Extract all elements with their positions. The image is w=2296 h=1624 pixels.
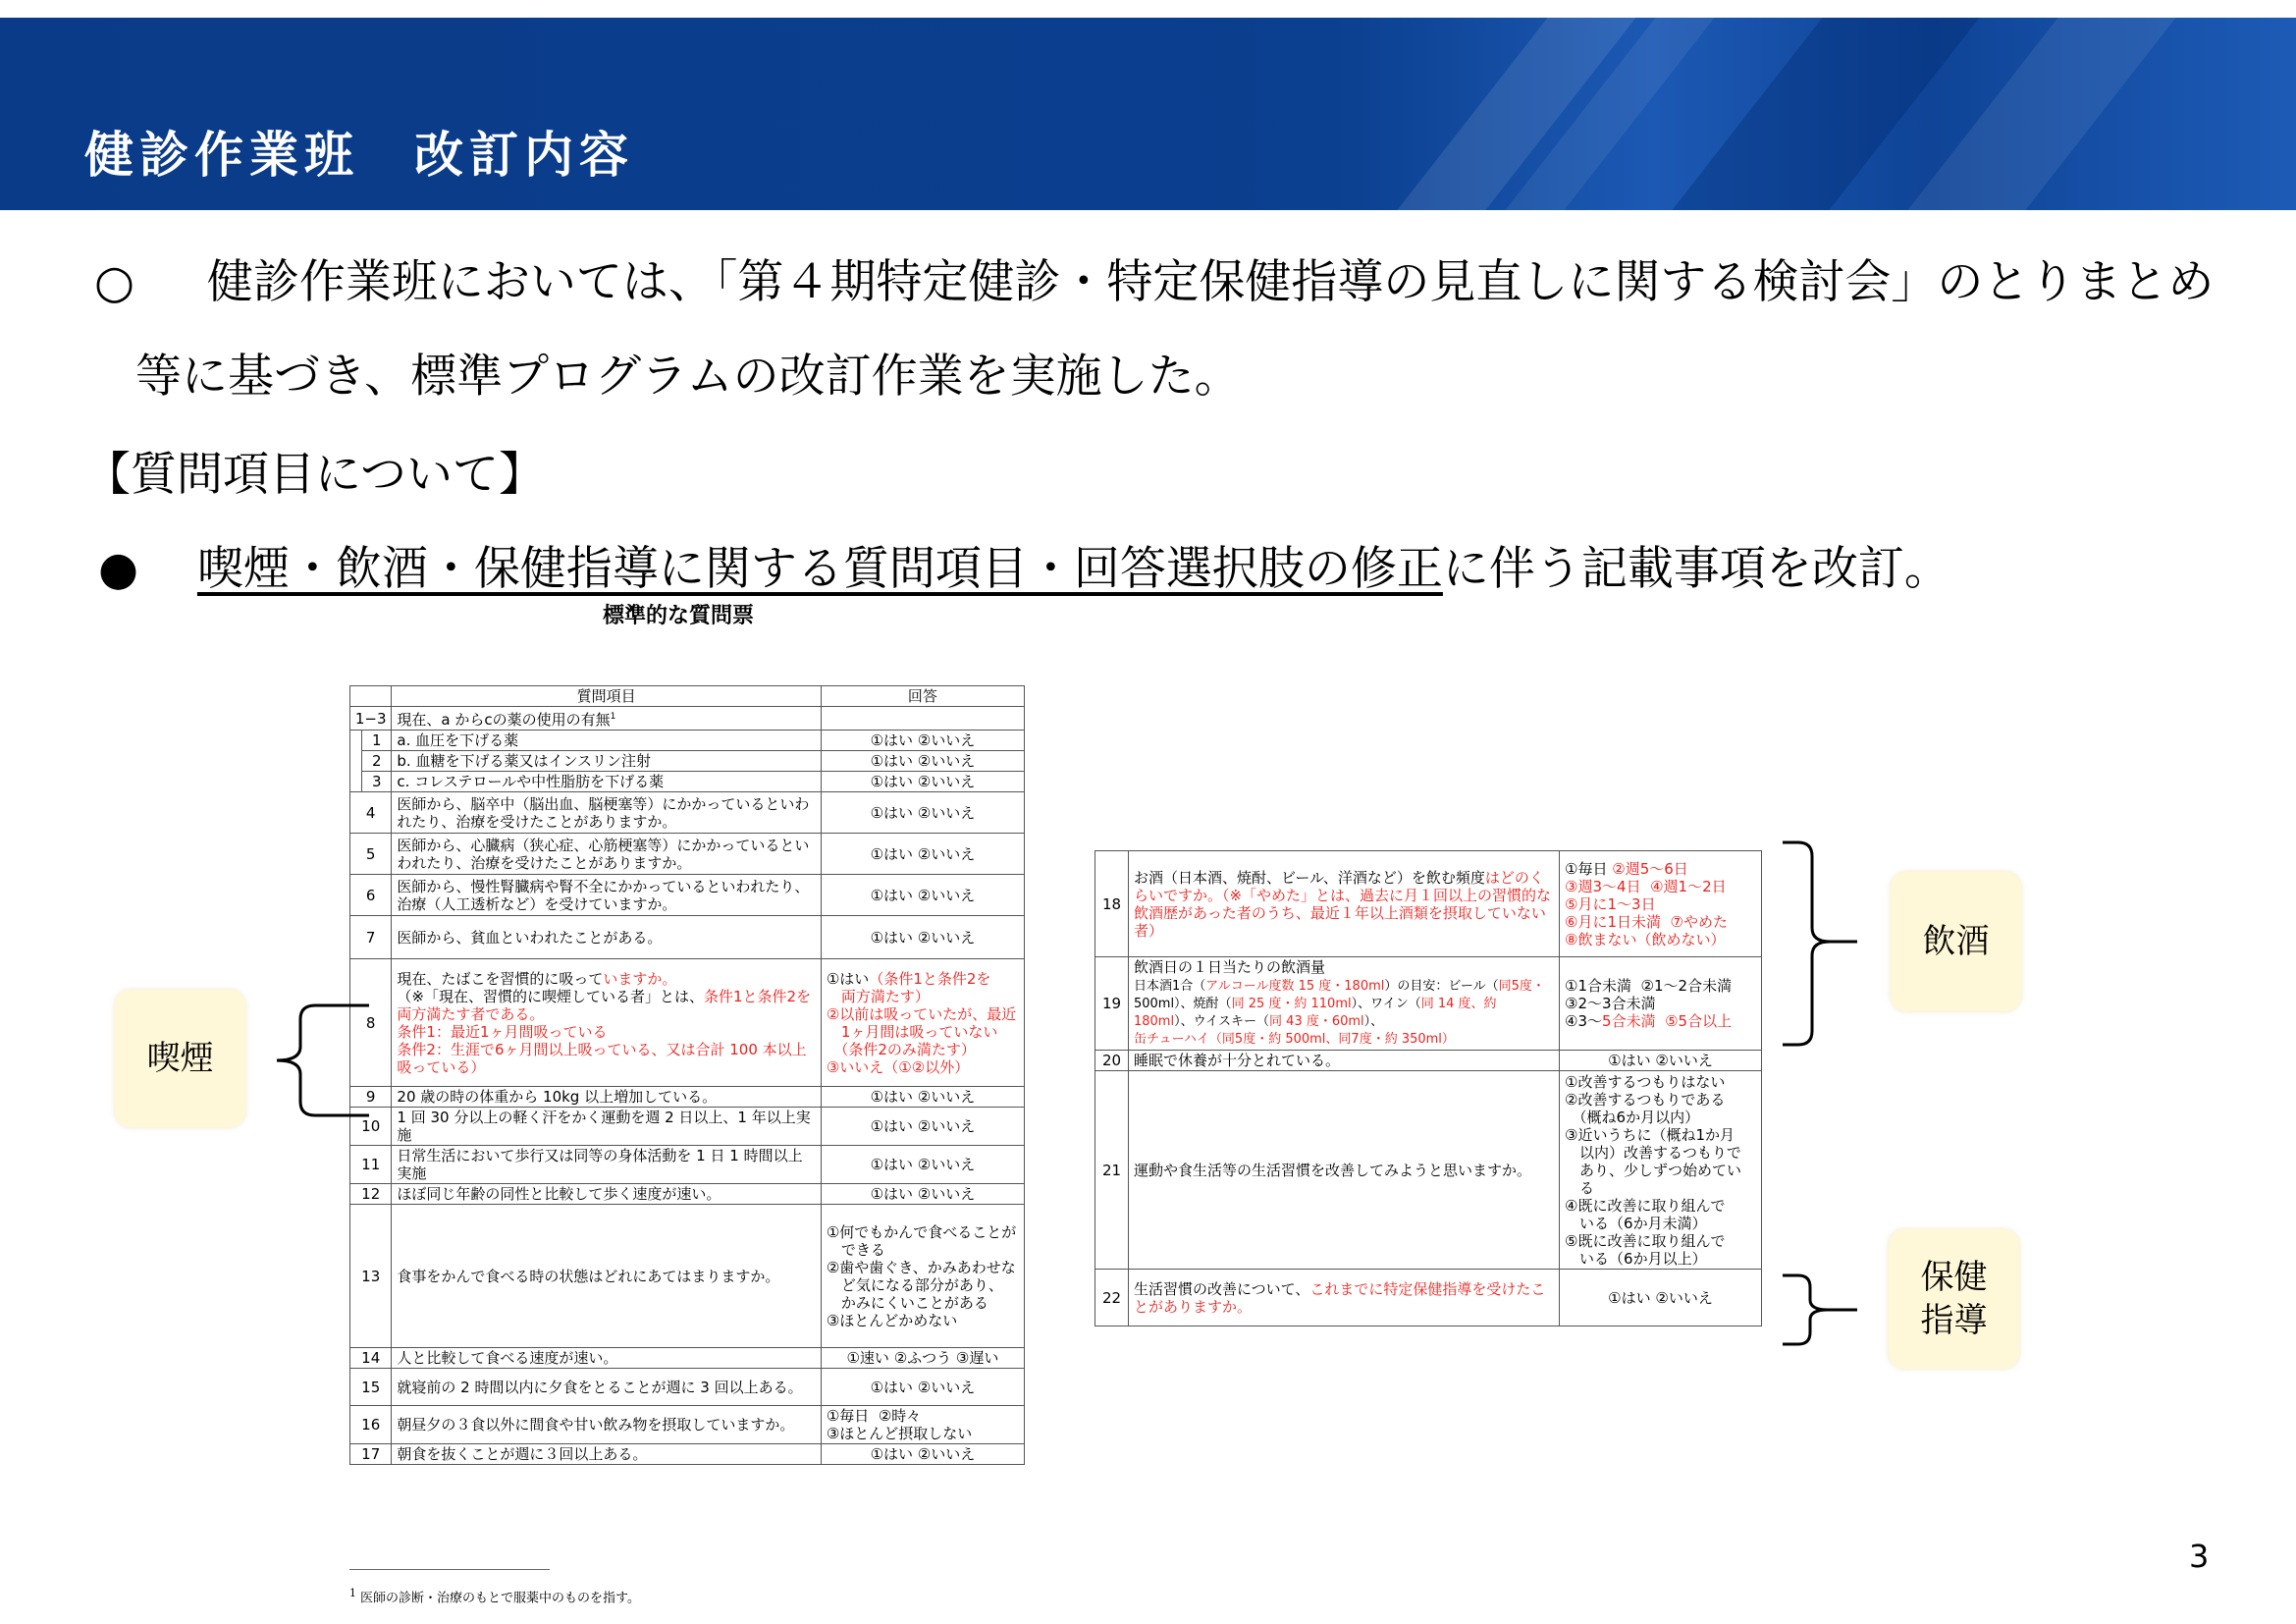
revision-underlined: 喫煙・飲酒・保健指導に関する質問項目・回答選択肢の修正 — [196, 542, 1443, 596]
questionnaire-table-left — [349, 685, 1025, 1465]
right-brace-guidance-icon — [1779, 1272, 1861, 1347]
col-header-item: 質問項目 — [392, 686, 821, 707]
table-row: 7 医師から、貧血といわれたことがある。 ①はい ②いいえ — [350, 916, 1025, 959]
revision-rest: に伴う記載事項を改訂。 — [1442, 542, 1950, 596]
table-header-row — [350, 686, 1025, 707]
table-row: 13 食事をかんで食べる時の状態はどれにあてはまりますか。 ①何でもかんで食べることが できる ②歯や歯ぐき、かみあわせな ど気になる部分があり、 かみにくいことがある ③ほとんどかめない — [350, 1205, 1025, 1348]
table-row: 9 20 歳の時の体重から 10kg 以上増加している。 ①はい ②いいえ — [350, 1087, 1025, 1108]
table-row: 4 医師から、脳卒中（脳出血、脳梗塞等）にかかっているといわれたり、治療を受けたことがありますか。 ①はい ②いいえ — [350, 792, 1025, 834]
table-row: 6 医師から、慢性腎臓病や腎不全にかかっているといわれたり、治療（人工透析など）を受けていますか。 ①はい ②いいえ — [350, 875, 1025, 916]
table-row: 17 朝食を抜くことが週に３回以上ある。 ①はい ②いいえ — [350, 1444, 1025, 1465]
table-row: 2 b. 血糖を下げる薬又はインスリン注射 ①はい ②いいえ — [350, 751, 1025, 772]
table-row: 16 朝昼夕の３食以外に間食や甘い飲み物を摂取していますか。 ①毎日 ②時々 ③ほとんど摂取しない — [350, 1406, 1025, 1444]
table-row: 1−3 現在、a からcの薬の使用の有無$^1$ — [350, 707, 1025, 731]
page-number: 3 — [2189, 1538, 2210, 1575]
table-row-drinking-frequency: 18 お酒（日本酒、焼酎、ビール、洋酒など）を飲む頻度はどのくらいですか。（※「やめた」とは、過去に月１回以上の習慣的な飲酒歴があった者のうち、最近１年以上酒類を摂取していない者） ①毎日 ②週5〜6日 ③週3〜4日 ④週1〜2日 ⑤月に1〜3日 ⑥月に1日未満 ⑦やめた ⑧飲まない（飲めない） — [1095, 851, 1762, 957]
page-title: 健診作業班 改訂内容 — [84, 127, 634, 184]
footnote: $^1$ 医師の診断・治療のもとで服薬中のものを指す。 — [349, 1587, 640, 1606]
table-row: 10 1 回 30 分以上の軽く汗をかく運動を週 2 日以上、1 年以上実施 ①はい ②いいえ — [350, 1108, 1025, 1146]
label-smoking: 喫煙 — [115, 990, 245, 1127]
circle-bullet: ○ — [94, 255, 135, 309]
revision-bullet — [98, 532, 1950, 598]
questionnaire-title: 標準的な質問票 — [603, 604, 755, 628]
intro-line-1 — [94, 245, 2214, 311]
intro-line-2: 等に基づき、標準プログラムの改訂作業を実施した。 — [135, 350, 1241, 404]
table-row: 14 人と比較して食べる速度が速い。 ①速い ②ふつう ③遅い — [350, 1348, 1025, 1369]
dot-bullet: ● — [98, 542, 139, 596]
header-banner — [0, 18, 2296, 210]
footnote-divider — [349, 1569, 550, 1570]
questionnaire-table-right — [1095, 850, 1762, 1326]
table-row: 11 日常生活において歩行又は同等の身体活動を 1 日 1 時間以上実施 ①はい ②いいえ — [350, 1146, 1025, 1184]
table-row: 5 医師から、心臓病（狭心症、心筋梗塞等）にかかっているといわれたり、治療を受けたことがありますか。 ①はい ②いいえ — [350, 834, 1025, 875]
table-row: 1 a. 血圧を下げる薬 ①はい ②いいえ — [350, 731, 1025, 751]
table-row: 15 就寝前の 2 時間以内に夕食をとることが週に 3 回以上ある。 ①はい ②いいえ — [350, 1369, 1025, 1406]
table-row: 3 c. コレステロールや中性脂肪を下げる薬 ①はい ②いいえ — [350, 772, 1025, 792]
intro-text-1: 健診作業班においては、「第４期特定健診・特定保健指導の見直しに関する検討会」のとりまとめ — [206, 255, 2215, 309]
table-row: 21 運動や食生活等の生活習慣を改善してみようと思いますか。 ①改善するつもりはない ②改善するつもりである （概ね6か月以内） ③近いうちに（概ね1か月 以内）改善するつもりで あり、少しずつ始めてい る ④既に改善に取り組んで いる（6か月未満） ⑤既に改善に取り組んで いる（6か月以上） — [1095, 1071, 1762, 1270]
table-row-drinking-amount: 19 飲酒日の１日当たりの飲酒量 日本酒1合（アルコール度数 15 度・180ml）の目安：ビール（同5度・500ml）、焼酎（同 25 度・約 110ml）、ワイン（同 14 度、約 180ml）、ウイスキー（同 43 度・60ml）、 缶チューハイ（同5度・約 500ml、同7度・約 350ml） ①1合未満 ②1〜2合未満 ③2〜3合未満 ④3〜5合未満 ⑤5合以上 — [1095, 957, 1762, 1051]
label-drinking: 飲酒 — [1891, 872, 2021, 1011]
table-row-guidance: 22 生活習慣の改善について、これまでに特定保健指導を受けたことがありますか。 ①はい ②いいえ — [1095, 1270, 1762, 1326]
col-header-answer: 回答 — [821, 686, 1024, 707]
table-row: 12 ほぼ同じ年齢の同性と比較して歩く速度が速い。 ①はい ②いいえ — [350, 1184, 1025, 1205]
section-heading: 【質問項目について】 — [84, 448, 546, 502]
label-guidance: 保健 指導 — [1889, 1229, 2019, 1369]
right-brace-drinking-icon — [1779, 839, 1861, 1048]
table-row: 20 睡眠で休養が十分とれている。 ①はい ②いいえ — [1095, 1051, 1762, 1071]
left-brace-icon — [271, 1001, 379, 1119]
table-row-smoking: 8 現在、たばこを習慣的に吸っていますか。 （※「現在、習慣的に喫煙している者」とは、条件1と条件2を両方満たす者である。 条件1：最近1ヶ月間吸っている 条件2：生涯で6ヶ月間以上吸っている、又は合計 100 本以上吸っている） ①はい（条件1と条件2を 両方満たす） ②以前は吸っていたが、最近 1ヶ月間は吸っていない （条件2のみ満たす） ③いいえ（①②以外） — [350, 959, 1025, 1087]
